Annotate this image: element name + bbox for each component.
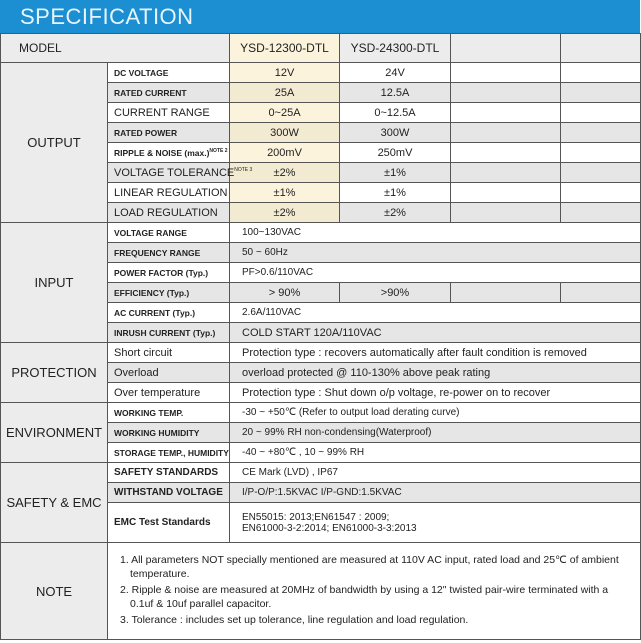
value-model-2: ±1%	[340, 163, 451, 183]
empty-cell	[561, 123, 641, 143]
empty-cell	[451, 283, 561, 303]
protection-row	[1, 343, 641, 363]
safety-row	[1, 463, 641, 483]
environment-row	[1, 403, 641, 423]
empty-cell	[451, 63, 561, 83]
param-text: WORKING TEMP.	[114, 407, 184, 418]
param-label	[108, 463, 230, 483]
param-label	[108, 503, 230, 543]
param-text: VOLTAGE RANGE	[114, 227, 187, 238]
param-label	[108, 423, 230, 443]
empty-cell	[451, 183, 561, 203]
note-row	[1, 543, 641, 640]
model-1: YSD-12300-DTL	[230, 34, 340, 63]
empty-cell	[561, 63, 641, 83]
value-line: EN55015: 2013;EN61547 : 2009;	[242, 511, 390, 523]
value-model-1: 12V	[230, 63, 340, 83]
empty-cell	[451, 123, 561, 143]
value-span: overload protected @ 110-130% above peak rating	[230, 363, 641, 383]
value-span: I/P-O/P:1.5KVAC I/P-GND:1.5KVAC	[230, 483, 641, 503]
value-model-1: > 90%	[230, 283, 340, 303]
empty-cell	[561, 163, 641, 183]
note-label: NOTE	[1, 543, 108, 640]
note-ref: NOTE 2	[209, 147, 228, 154]
empty-cell	[561, 143, 641, 163]
environment-section-label: ENVIRONMENT	[1, 403, 108, 463]
value-span: -30 ~ +50℃ (Refer to output load derating curve)	[230, 403, 641, 423]
param-label	[108, 203, 230, 223]
empty-cell	[561, 103, 641, 123]
param-text: VOLTAGE TOLERANCE	[114, 166, 235, 179]
param-text: Overload	[114, 366, 159, 379]
value-span: 20 ~ 99% RH non-condensing(Waterproof)	[230, 423, 641, 443]
param-label	[108, 403, 230, 423]
param-text: Over temperature	[114, 386, 201, 399]
value-span	[230, 503, 641, 543]
value-model-2: ±2%	[340, 203, 451, 223]
spec-table	[0, 33, 641, 640]
param-text: WORKING HUMIDITY	[114, 427, 200, 438]
protection-section-label: PROTECTION	[1, 343, 108, 403]
param-text: RATED CURRENT	[114, 87, 187, 98]
param-text: EMC Test Standards	[114, 517, 211, 528]
param-label	[108, 303, 230, 323]
param-label	[108, 183, 230, 203]
value-model-1: ±1%	[230, 183, 340, 203]
value-model-2: 300W	[340, 123, 451, 143]
param-label	[108, 83, 230, 103]
value-model-1: 300W	[230, 123, 340, 143]
empty-cell	[451, 203, 561, 223]
param-text: LOAD REGULATION	[114, 206, 218, 219]
input-section-label: INPUT	[1, 223, 108, 343]
value-span: 50 ~ 60Hz	[230, 243, 641, 263]
param-text: LINEAR REGULATION	[114, 186, 228, 199]
value-model-2: 12.5A	[340, 83, 451, 103]
value-span: 100~130VAC	[230, 223, 641, 243]
param-label	[108, 163, 253, 183]
param-text: WITHSTAND VOLTAGE	[114, 487, 223, 498]
value-model-2: 250mV	[340, 143, 451, 163]
value-span: CE Mark (LVD) , IP67	[230, 463, 641, 483]
model-row	[1, 34, 641, 63]
param-label	[108, 143, 230, 163]
param-text: RATED POWER	[114, 127, 178, 138]
param-text: POWER FACTOR (Typ.)	[114, 267, 209, 278]
param-label	[108, 323, 230, 343]
empty-cell	[561, 183, 641, 203]
safety-section-label: SAFETY & EMC	[1, 463, 108, 543]
value-model-1: ±2%	[230, 203, 340, 223]
param-text: SAFETY STANDARDS	[114, 467, 219, 478]
param-text: Short circuit	[114, 346, 173, 359]
value-model-2: ±1%	[340, 183, 451, 203]
model-label: MODEL	[1, 34, 230, 63]
input-row	[1, 223, 641, 243]
empty-cell	[561, 283, 641, 303]
note-item: 1. All parameters NOT specially mentioned are measured at 110V AC input, rated load and 25℃ of ambient temperature.	[120, 554, 619, 580]
param-label	[108, 283, 230, 303]
spec-title: SPECIFICATION	[0, 0, 640, 33]
param-label	[108, 363, 230, 383]
value-span: Protection type : recovers automatically after fault condition is removed	[230, 343, 641, 363]
model-2: YSD-24300-DTL	[340, 34, 451, 63]
empty-cell	[561, 83, 641, 103]
value-model-1: ±2%	[230, 163, 340, 183]
value-model-1: 0~25A	[230, 103, 340, 123]
value-line: EN61000-3-2:2014; EN61000-3-3:2013	[242, 522, 417, 534]
empty-cell	[451, 163, 561, 183]
param-text: RIPPLE & NOISE (max.)	[114, 147, 210, 158]
value-span: 2.6A/110VAC	[230, 303, 641, 323]
param-label	[108, 443, 230, 463]
value-model-2: >90%	[340, 283, 451, 303]
value-span: COLD START 120A/110VAC	[230, 323, 641, 343]
param-text: CURRENT RANGE	[114, 106, 210, 119]
value-span: -40 ~ +80℃ , 10 ~ 99% RH	[230, 443, 641, 463]
empty-cell	[451, 103, 561, 123]
value-span: PF>0.6/110VAC	[230, 263, 641, 283]
param-label	[108, 483, 230, 503]
param-text: STORAGE TEMP., HUMIDITY	[114, 447, 229, 458]
output-row	[1, 63, 641, 83]
param-text: DC VOLTAGE	[114, 67, 169, 78]
note-item: 3. Tolerance : includes set up tolerance, line regulation and load regulation.	[120, 614, 469, 626]
output-section-label: OUTPUT	[1, 63, 108, 223]
value-model-2: 0~12.5A	[340, 103, 451, 123]
value-span: Protection type : Shut down o/p voltage, re-power on to recover	[230, 383, 641, 403]
value-model-2: 24V	[340, 63, 451, 83]
note-item: 2. Ripple & noise are measured at 20MHz of bandwidth by using a 12" twisted pair-wire terminated with a 0.1uf & 10uf parallel capacitor.	[120, 584, 609, 610]
empty-cell	[451, 143, 561, 163]
param-text: INRUSH CURRENT (Typ.)	[114, 327, 216, 338]
param-text: FREQUENCY RANGE	[114, 247, 201, 258]
param-label	[108, 223, 230, 243]
value-model-1: 25A	[230, 83, 340, 103]
param-label	[108, 343, 230, 363]
empty-cell	[561, 203, 641, 223]
note-ref: NOTE 3	[234, 166, 253, 173]
empty-cell	[451, 83, 561, 103]
param-label	[108, 63, 230, 83]
param-label	[108, 123, 230, 143]
param-label	[108, 383, 230, 403]
param-label	[108, 103, 230, 123]
value-model-1: 200mV	[230, 143, 340, 163]
param-text: AC CURRENT (Typ.)	[114, 307, 196, 318]
note-list	[108, 543, 641, 640]
param-text: EFFICIENCY (Typ.)	[114, 287, 190, 298]
param-label	[108, 243, 230, 263]
param-label	[108, 263, 230, 283]
